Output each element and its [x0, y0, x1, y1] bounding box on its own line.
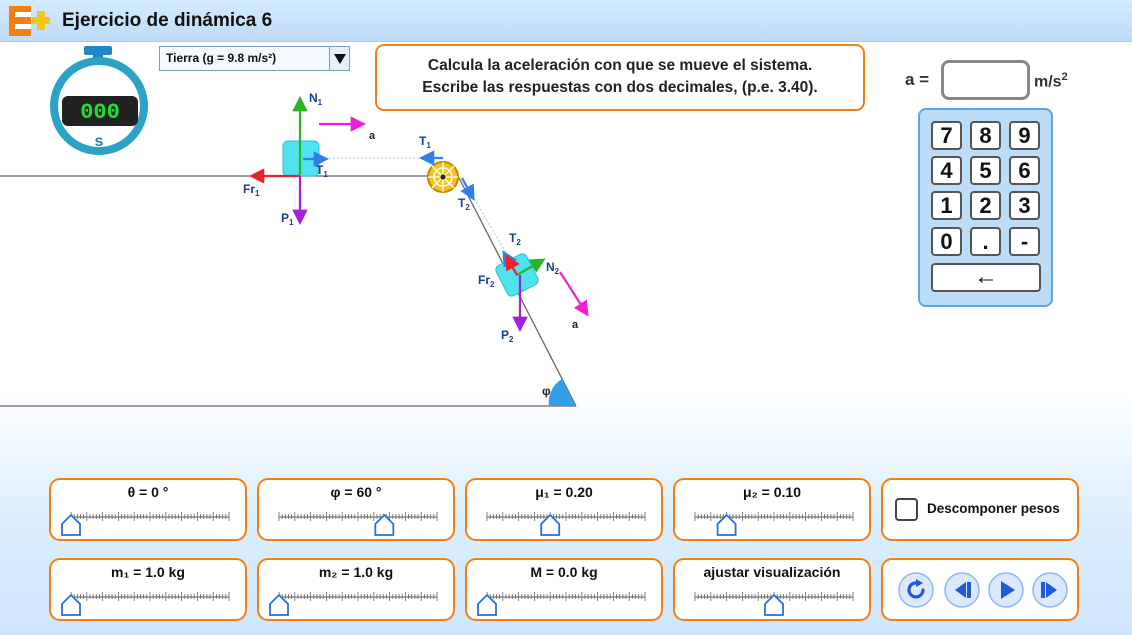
task-line-1: Calcula la aceleración con que se mueve el sistema.: [427, 57, 813, 74]
answer-input[interactable]: [941, 60, 1030, 100]
key-2[interactable]: 2: [970, 191, 1001, 220]
title-bar: [0, 0, 1132, 42]
slider-mu2[interactable]: [675, 506, 869, 536]
step-forward-icon[interactable]: [1031, 571, 1069, 609]
key-0[interactable]: 0: [931, 227, 962, 256]
slider-mu1[interactable]: [467, 506, 661, 536]
slider-label-mu2: μ₂ = 0.10: [743, 484, 801, 500]
playback-controls: [881, 558, 1079, 621]
label-t1-block: $T_1$: [316, 163, 328, 179]
timer-display: 000: [80, 100, 120, 125]
slider-label-phi: φ = 60 °: [330, 484, 382, 500]
label-phi: φ: [542, 384, 551, 398]
slider-label-mu1: μ₁ = 0.20: [535, 484, 593, 500]
slider-phi[interactable]: [259, 506, 453, 536]
pulley: [428, 162, 458, 192]
key-backspace[interactable]: ←: [931, 263, 1041, 292]
label-p2: $P_2$: [501, 328, 514, 344]
numeric-keypad: [918, 108, 1053, 307]
task-instructions: [375, 44, 865, 111]
label-t1-pulley: $T_1$: [419, 134, 431, 150]
slider-panel-M: [465, 558, 663, 621]
key-1[interactable]: 1: [931, 191, 962, 220]
slider-label-M: M = 0.0 kg: [530, 564, 598, 580]
label-a1: a: [369, 130, 376, 142]
label-fr1: $Fr_1$: [243, 182, 260, 198]
task-line-2: Escribe las respuestas con dos decimales, (p.e. 3.40).: [422, 79, 818, 96]
answer-unit: $m/s^2$: [1034, 71, 1068, 91]
slider-panel-phi: [257, 478, 455, 541]
logo-icon: [6, 4, 52, 38]
slider-panel-zoom: [673, 558, 871, 621]
slider-M[interactable]: [467, 586, 661, 616]
label-n2: $N_2$: [546, 260, 560, 276]
slider-m2[interactable]: [259, 586, 453, 616]
key-minus[interactable]: -: [1009, 227, 1040, 256]
slider-m1[interactable]: [51, 586, 245, 616]
chevron-down-icon[interactable]: [329, 47, 349, 70]
acceleration-2-arrow: [560, 272, 587, 314]
planet-select-value: Tierra (g = 9.8 m/s²): [166, 51, 277, 65]
key-4[interactable]: 4: [931, 156, 962, 185]
label-t2-block: $T_2$: [509, 231, 521, 247]
slider-zoom[interactable]: [675, 586, 869, 616]
answer-label: a =: [905, 70, 930, 89]
key-5[interactable]: 5: [970, 156, 1001, 185]
timer-unit: s: [94, 133, 104, 150]
slider-label-m1: m₁ = 1.0 kg: [111, 564, 185, 580]
slider-panel-mu1: [465, 478, 663, 541]
slider-thumb[interactable]: [375, 515, 393, 535]
slider-label-zoom: ajustar visualización: [703, 564, 841, 580]
key-decimal[interactable]: .: [970, 227, 1001, 256]
slider-panel-mu2: [673, 478, 871, 541]
label-a2: a: [572, 319, 579, 331]
key-3[interactable]: 3: [1009, 191, 1040, 220]
play-icon[interactable]: [987, 571, 1025, 609]
decompose-weights-checkbox[interactable]: [895, 498, 918, 521]
app-title: Ejercicio de dinámica 6: [62, 10, 273, 31]
planet-select[interactable]: [159, 46, 350, 71]
label-p1: $P_1$: [281, 211, 294, 227]
slider-theta[interactable]: [51, 506, 245, 536]
key-8[interactable]: 8: [970, 121, 1001, 150]
label-n1: $N_1$: [309, 91, 323, 107]
slider-panel-m1: [49, 558, 247, 621]
slider-panel-m2: [257, 558, 455, 621]
label-t2-pulley: $T_2$: [458, 196, 470, 212]
slider-label-m2: m₂ = 1.0 kg: [318, 564, 394, 580]
slider-label-theta: θ = 0 °: [127, 484, 169, 500]
key-6[interactable]: 6: [1009, 156, 1040, 185]
angle-phi-marker: [549, 379, 576, 406]
decompose-weights-panel: [881, 478, 1079, 541]
key-9[interactable]: 9: [1009, 121, 1040, 150]
slider-panel-theta: [49, 478, 247, 541]
reset-icon[interactable]: [897, 571, 935, 609]
label-fr2: $Fr_2$: [478, 273, 495, 289]
key-7[interactable]: 7: [931, 121, 962, 150]
decompose-weights-label: Descomponer pesos: [927, 501, 1060, 516]
step-back-icon[interactable]: [943, 571, 981, 609]
stopwatch: [50, 46, 148, 155]
